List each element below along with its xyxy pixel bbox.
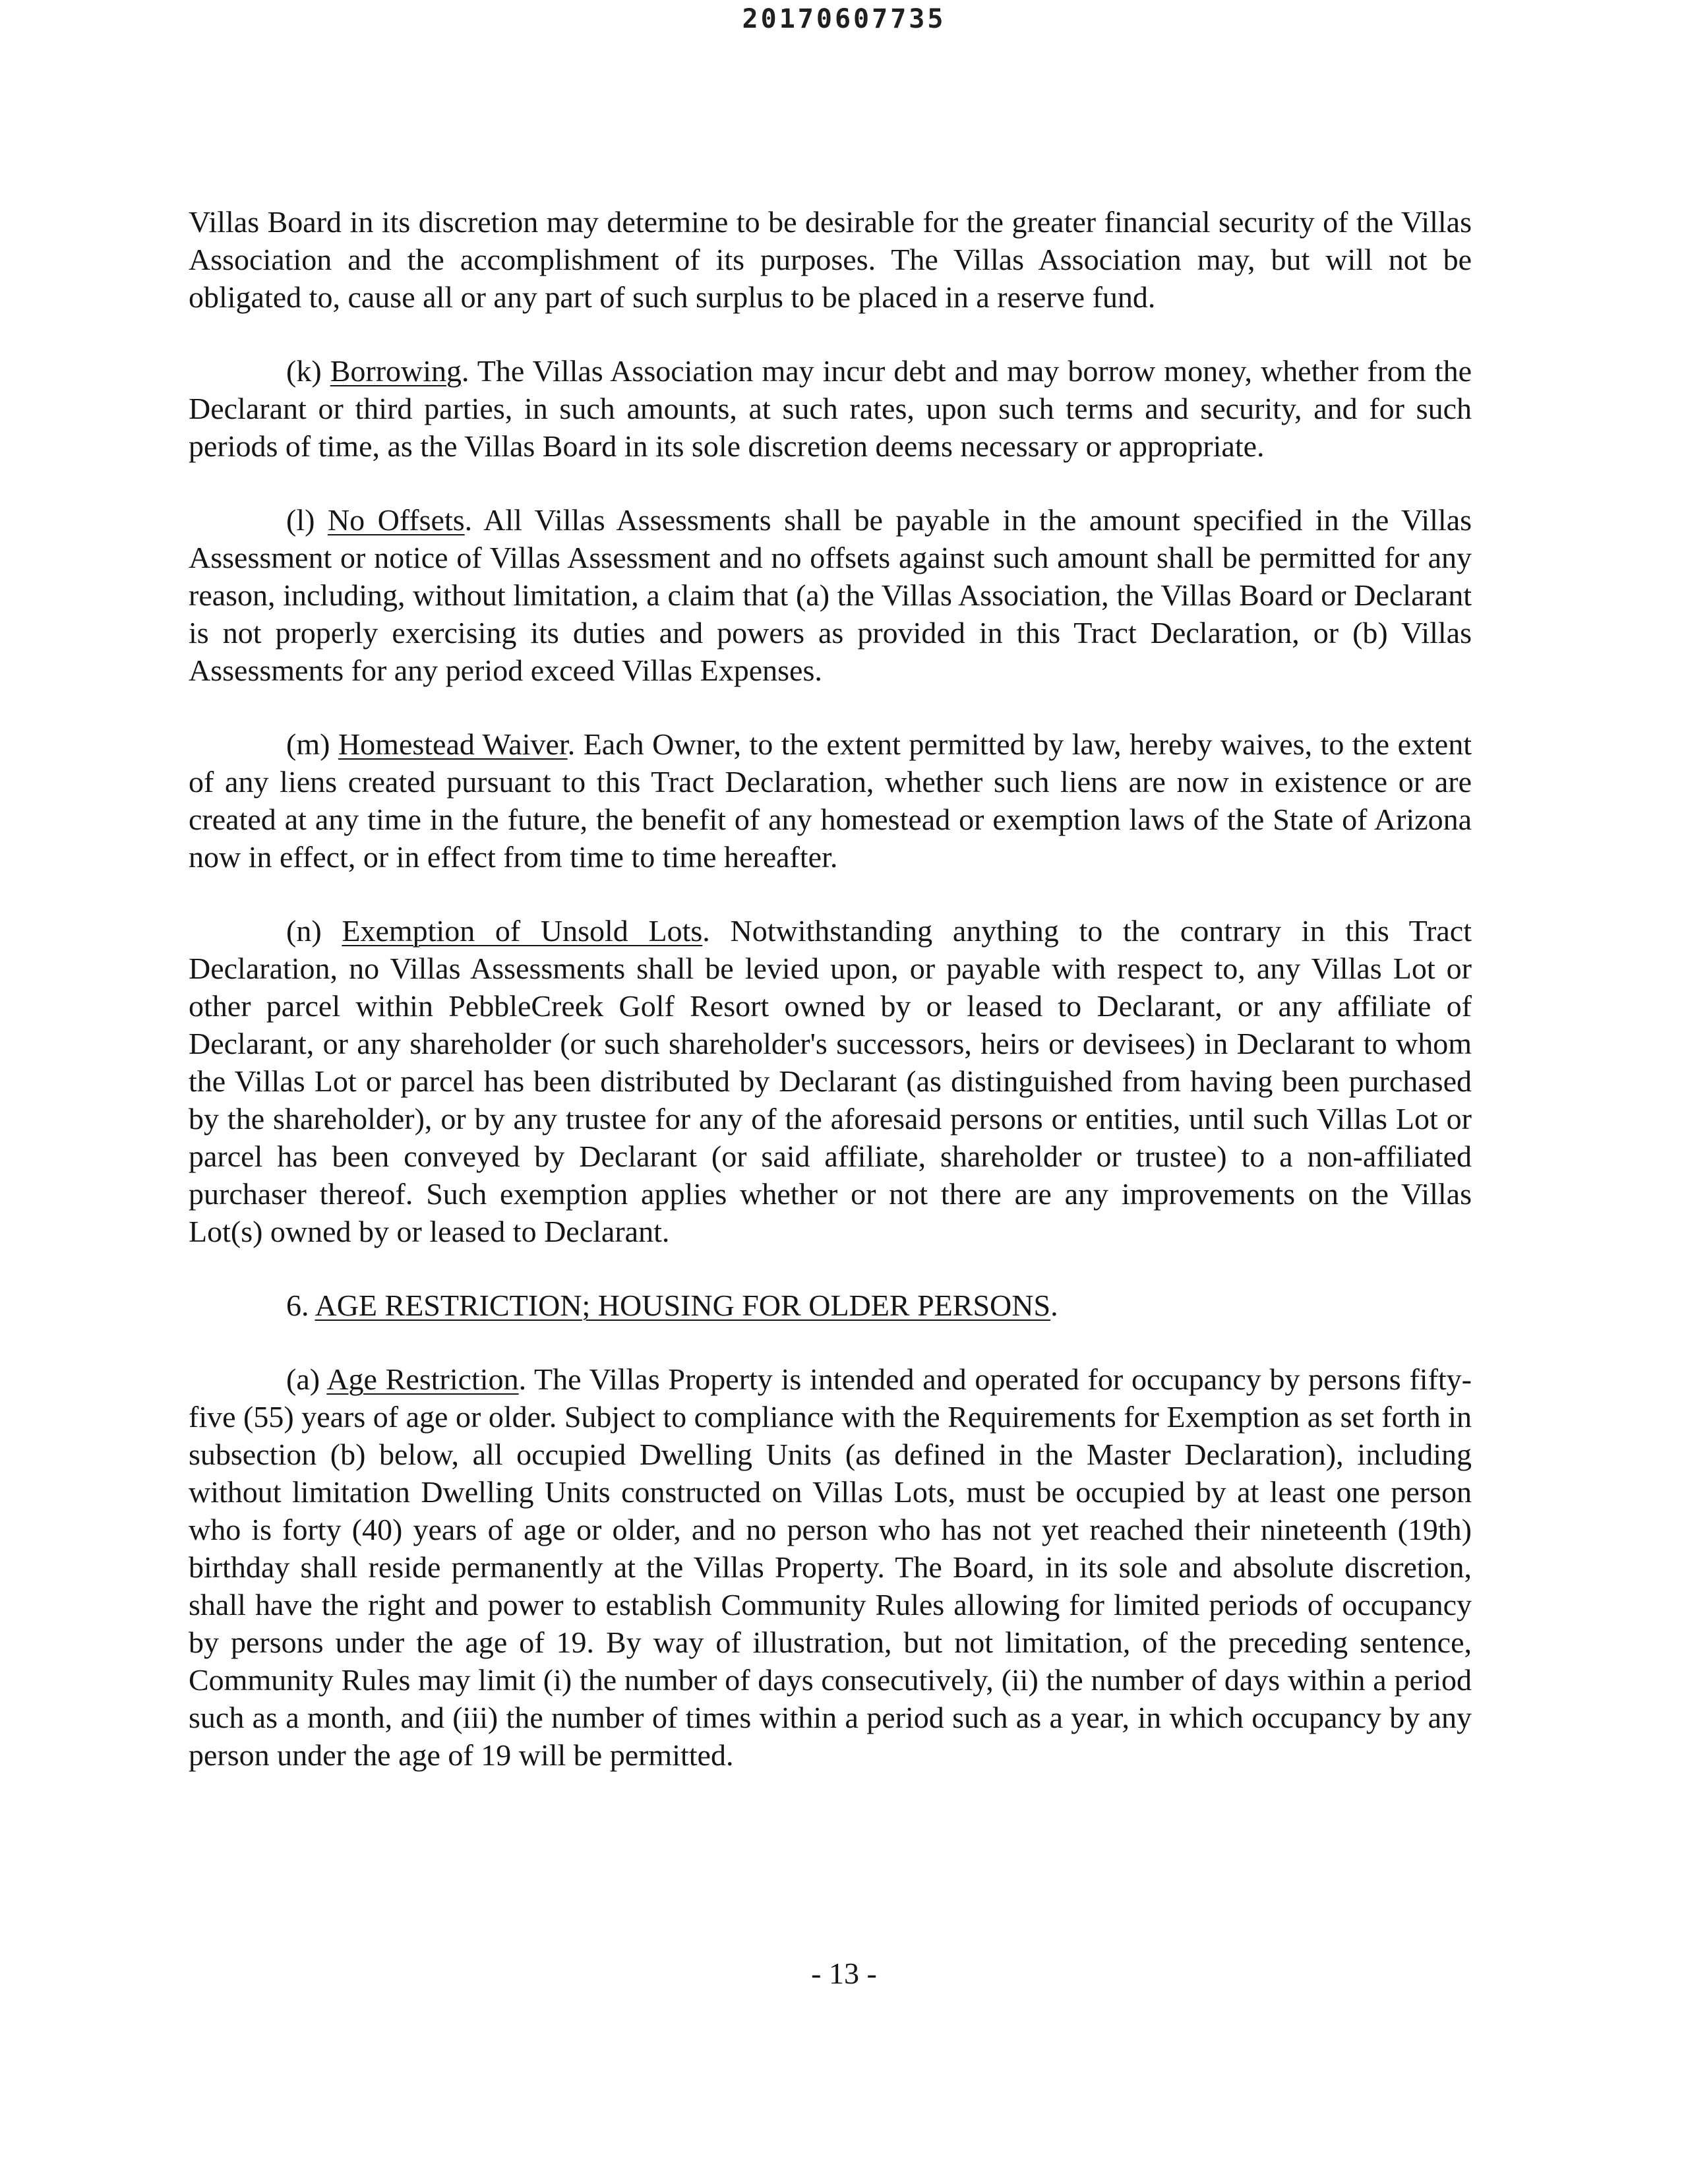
paragraph-n-text: . Notwithstanding anything to the contrary in this Tract Declaration, no Villas Assessments shall be levied upon, or payable with respect to, any Villas Lot or other parcel within PebbleCreek Golf Resort owned by or leased to Declarant, or any affiliate of Declarant, or any shareholder (or such shareholder's successors, heirs or devisees) in Declarant to whom the Villas Lot or parcel has been distributed by Declarant (as distinguished from having been purchased by the shareholder), or by any trustee for any of the aforesaid persons or entities, until such Villas Lot or parcel has been conveyed by Declarant (or said affiliate, shareholder or trustee) to a non-affiliated purchaser thereof. Such exemption applies whether or not there are any improvements on the Villas Lot(s) owned by or leased to Declarant. (189, 914, 1472, 1248)
page-number: - 13 - (811, 1957, 877, 1990)
continuation-paragraph: Villas Board in its discretion may determine to be desirable for the greater financial security of the Villas Association and the accomplishment of its purposes. The Villas Association may, but will not be obligated to, cause all or any part of such surplus to be placed in a reserve fund. (189, 205, 1472, 314)
paragraph-n-exemption-unsold-lots (189, 912, 1472, 1250)
paragraph-l-label: (l) (286, 503, 315, 537)
section-6-heading (189, 1287, 1472, 1324)
paragraph-l-text: . All Villas Assessments shall be payable in the amount specified in the Villas Assessment or notice of Villas Assessment and no offsets against such amount shall be permitted for any reason, including, without limitation, a claim that (a) the Villas Association, the Villas Board or Declarant is not properly exercising its duties and powers as provided in this Tract Declaration, or (b) Villas Assessments for any period exceed Villas Expenses. (189, 503, 1472, 687)
paragraph-a-title: Age Restriction (326, 1362, 519, 1396)
paragraph-m-homestead-waiver (189, 725, 1472, 876)
paragraph-a-age-restriction (189, 1360, 1472, 1774)
paragraph-a-text: . The Villas Property is intended and operated for occupancy by persons fifty-five (55) years of age or older. Subject to compliance with the Requirements for Exemption as set forth in subsection (b) below, all occupied Dwelling Units (as defined in the Master Declaration), including without limitation Dwelling Units constructed on Villas Lots, must be occupied by at least one person who is forty (40) years of age or older, and no person who has not yet reached their nineteenth (19th) birthday shall reside permanently at the Villas Property. The Board, in its sole and absolute discretion, shall have the right and power to establish Community Rules allowing for limited periods of occupancy by persons under the age of 19. By way of illustration, but not limitation, of the preceding sentence, Community Rules may limit (i) the number of days consecutively, (ii) the number of days within a period such as a month, and (iii) the number of times within a period such as a year, in which occupancy by any person under the age of 19 will be permitted. (189, 1362, 1472, 1772)
paragraph-k-title: Borrowing (330, 354, 462, 388)
paragraph-n-title: Exemption of Unsold Lots (342, 914, 703, 948)
paragraph-n-label: (n) (286, 914, 322, 948)
paragraph-a-label: (a) (286, 1362, 320, 1396)
section-6-title: AGE RESTRICTION; HOUSING FOR OLDER PERSONS (315, 1289, 1051, 1322)
paragraph-m-label: (m) (286, 727, 330, 761)
paragraph-l-title: No Offsets (327, 503, 465, 537)
paragraph-m-title: Homestead Waiver (338, 727, 568, 761)
paragraph-m-text: . Each Owner, to the extent permitted by law, hereby waives, to the extent of any liens created pursuant to this Tract Declaration, whether such liens are now in existence or are created at any time in the future, the benefit of any homestead or exemption laws of the State of Arizona now in effect, or in effect from time to time hereafter. (189, 727, 1472, 874)
document-body (189, 203, 1472, 1810)
paragraph-k-text: . The Villas Association may incur debt and may borrow money, whether from the Declarant or third parties, in such amounts, at such rates, upon such terms and security, and for such periods of time, as the Villas Board in its sole discretion deems necessary or appropriate. (189, 354, 1472, 463)
document-number: 20170607735 (742, 4, 946, 34)
paragraph-k-label: (k) (286, 354, 322, 388)
section-6-number: 6. (286, 1289, 309, 1322)
section-6-end: . (1050, 1289, 1058, 1322)
paragraph-l-no-offsets (189, 501, 1472, 689)
paragraph-k-borrowing (189, 352, 1472, 465)
